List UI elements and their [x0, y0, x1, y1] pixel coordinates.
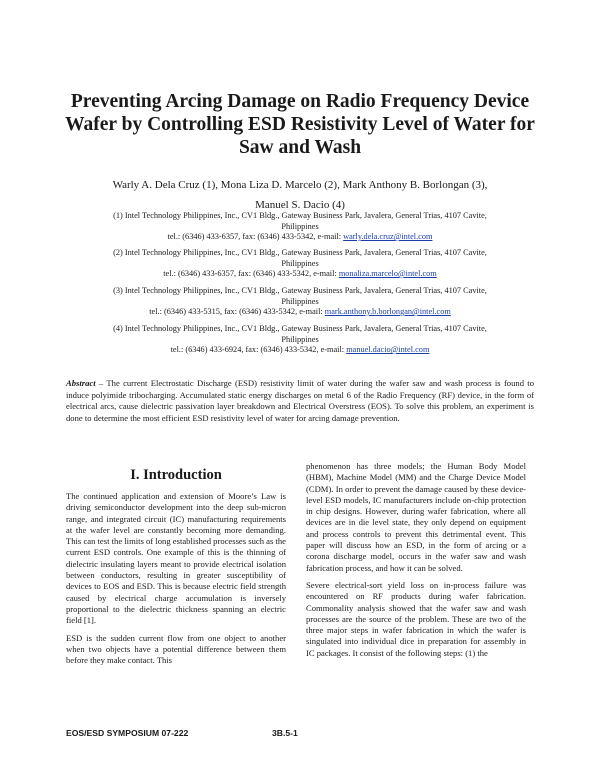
email-link[interactable]: manuel.dacio@intel.com [346, 345, 430, 354]
affiliation-2 [80, 248, 520, 280]
abstract-text: – The current Electrostatic Discharge (ESD) resistivity limit of water during the wafer saw and wash process is found to induce polyimide tribocharging. Accumulated static energy discharges on metal 6 of the Radio Frequency (RF) device, in the form of electrical arcs, cause dielectric passivation layer breakdown and Electrical Overstress (EOS). To solve this problem, an experiment is done to determine the most efficient ESD resistivity level of water for arcing damage prevention. [66, 378, 534, 423]
affiliation-country: Philippines [281, 334, 319, 344]
section-heading: I. Introduction [130, 467, 222, 483]
affiliation-country: Philippines [281, 258, 319, 268]
affiliation-contact [80, 307, 520, 318]
footer-page-number: 3B.5-1 [272, 728, 298, 738]
title-line: Preventing Arcing Damage on Radio Frequency Device [70, 91, 530, 112]
affiliation-4 [80, 324, 520, 356]
paragraph: Severe electrical-sort yield loss on in-process failure was encountered on RF products during wafer fabrication. Commonality analysis showed that the wafer saw and wash processes are the source of the problem. These are two of the three major steps in wafer fabrication in which the wafer is singulated into individual dice in preparation for assembly in IC packages. It consist of the following steps: (1) the [306, 579, 526, 658]
affiliation-address: (4) Intel Technology Philippines, Inc., CV1 Bldg., Gateway Business Park, Javalera, General Trias, 4107 Cavite, [113, 324, 487, 333]
affiliation-contact [80, 345, 520, 356]
title-line: Wafer by Controlling ESD Resistivity Level of Water for [65, 114, 535, 135]
paragraph: phenomenon has three models; the Human Body Model (HBM), Machine Model (MM) and the Charge Device Model (CDM). In order to prevent the damage caused by these device-level ESD models, IC manufacturers include on-chip protection in chip designs. However, during wafer fabrication, where all devices are in die level state, they only depend on equipment and process controls to prevent this detrimental event. This paper will discuss how an ESD, in the form of arcing or a corona discharge model, occurs in the wafer saw and wash fabrication process, and how it can be solved. [306, 461, 526, 573]
paper-title [60, 90, 540, 159]
email-link[interactable]: mark.anthony.b.borlongan@intel.com [324, 307, 451, 316]
affiliation-contact [80, 232, 520, 243]
affiliation-address: (3) Intel Technology Philippines, Inc., CV1 Bldg., Gateway Business Park, Javalera, General Trias, 4107 Cavite, [113, 286, 487, 295]
column-right [306, 461, 526, 665]
affiliation-contact [80, 269, 520, 280]
author-line: Manuel S. Dacio (4) [255, 199, 345, 211]
contact-text: tel.: (6346) 433-5315, fax: (6346) 433-5342, e-mail: [149, 307, 325, 316]
email-link[interactable]: warly.dela.cruz@intel.com [343, 232, 433, 241]
abstract-label: Abstract [66, 378, 96, 388]
affiliation-country: Philippines [281, 296, 319, 306]
title-line: Saw and Wash [238, 137, 362, 158]
paragraph: The continued application and extension of Moore’s Law is driving semiconductor development into the deep sub-micron range, and integrated circuit (IC) manufacturing requirements at the wafer level are constantly becoming more demanding. This can test the limits of long established processes such as the current ESD controls. One example of this is the thinning of dielectric insulating layers meant to provide electrical isolation between conductors, resulting in greater susceptibility of devices to EOS and ESD. This is because electric field strength caused by electrical charge accumulation is inversely proportional to the dielectric thickness spanning an electric field [1]. [66, 491, 286, 626]
contact-text: tel.: (6346) 433-6357, fax: (6346) 433-5342, e-mail: [167, 232, 344, 241]
affiliation-address: (2) Intel Technology Philippines, Inc., CV1 Bldg., Gateway Business Park, Javalera, General Trias, 4107 Cavite, [113, 248, 487, 257]
column-left [66, 466, 286, 672]
paragraph: ESD is the sudden current flow from one object to another when two objects have a potential difference between them before they make contact. This [66, 632, 286, 666]
affiliation-country: Philippines [281, 221, 319, 231]
email-link[interactable]: monaliza.marcelo@intel.com [338, 269, 437, 278]
footer-symposium: EOS/ESD SYMPOSIUM 07-222 [66, 728, 189, 738]
author-list [60, 175, 540, 215]
author-line: Warly A. Dela Cruz (1), Mona Liza D. Marcelo (2), Mark Anthony B. Borlongan (3), [112, 179, 488, 191]
abstract [66, 378, 534, 424]
contact-text: tel.: (6346) 433-6357, fax: (6346) 433-5342, e-mail: [163, 269, 339, 278]
affiliation-1 [80, 211, 520, 243]
affiliation-address: (1) Intel Technology Philippines, Inc., CV1 Bldg., Gateway Business Park, Javalera, General Trias, 4107 Cavite, [113, 211, 487, 220]
affiliation-3 [80, 286, 520, 318]
contact-text: tel.: (6346) 433-6924, fax: (6346) 433-5342, e-mail: [170, 345, 347, 354]
